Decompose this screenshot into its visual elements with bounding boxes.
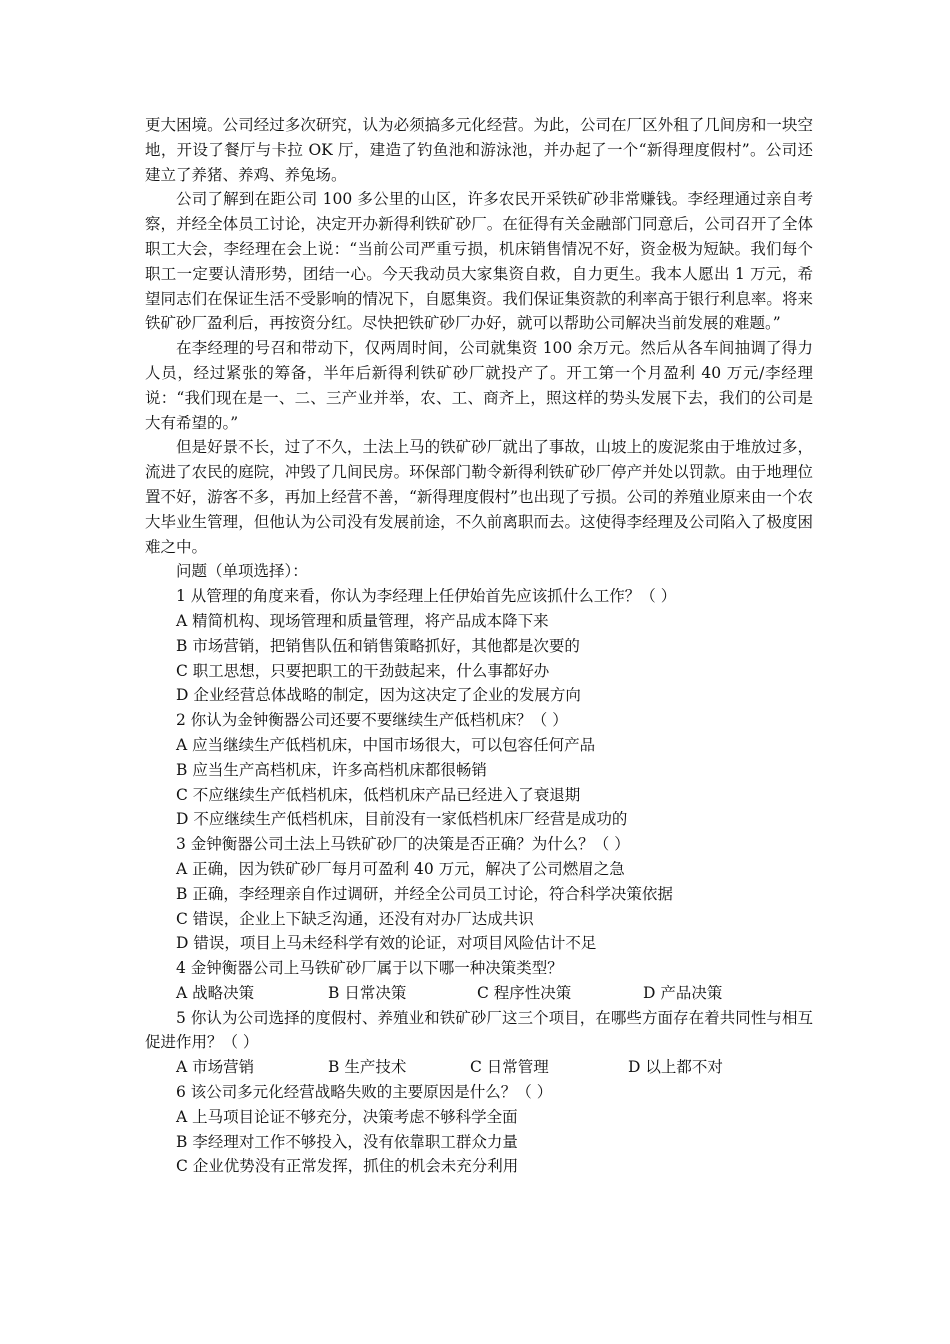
question-3-option-a: A 正确，因为铁矿砂厂每月可盈利 40 万元，解决了公司燃眉之急 bbox=[176, 859, 625, 878]
story-paragraph: 在李经理的号召和带动下，仅两周时间，公司就集资 100 余万元。然后从各车间抽调了得力人员，经过紧张的筹备，半年后新得利铁矿砂厂就投产了。开工第一个月盈利 40 万元/李经理说：“我们现在是一、二、三产业并举，农、工、商齐上，照这样的势头发展下去，我们的公司是大有希望的。” bbox=[145, 339, 813, 432]
question-3-option-b: B 正确，李经理亲自作过调研，并经全公司员工讨论，符合科学决策依据 bbox=[176, 884, 673, 903]
question-4-option-d: D 产品决策 bbox=[643, 983, 723, 1002]
story-paragraph: 但是好景不长，过了不久，土法上马的铁矿砂厂就出了事故，山坡上的废泥浆由于堆放过多，流进了农民的庭院，冲毁了几间民房。环保部门勒令新得利铁矿砂厂停产并处以罚款。由于地理位置不好，游客不多，再加上经营不善，“新得理度假村”也出现了亏损。公司的养殖业原来由一个农大毕业生管理，但他认为公司没有发展前途，不久前离职而去。这使得李经理及公司陷入了极度困难之中。 bbox=[145, 438, 813, 556]
question-1-option-a: A 精简机构、现场管理和质量管理，将产品成本降下来 bbox=[176, 611, 549, 630]
question-3: 3 金钟衡器公司土法上马铁矿砂厂的决策是否正确？为什么？（ ） bbox=[176, 835, 630, 854]
question-6: 6 该公司多元化经营战略失败的主要原因是什么？（ ） bbox=[176, 1083, 553, 1102]
question-4: 4 金钟衡器公司上马铁矿砂厂属于以下哪一种决策类型？ bbox=[176, 959, 563, 978]
question-6-option-a: A 上马项目论证不够充分，决策考虑不够科学全面 bbox=[176, 1107, 518, 1126]
question-5-options bbox=[145, 1055, 813, 1080]
question-2-option-b: B 应当生产高档机床，许多高档机床都很畅销 bbox=[176, 760, 487, 779]
question-1-option-d: D 企业经营总体战略的制定，因为这决定了企业的发展方向 bbox=[176, 686, 581, 705]
question-4-option-b: B 日常决策 bbox=[328, 983, 407, 1002]
question-5-option-c: C 日常管理 bbox=[470, 1058, 549, 1077]
question-4-option-a: A 战略决策 bbox=[176, 983, 255, 1002]
question-5-option-b: B 生产技术 bbox=[328, 1058, 407, 1077]
story-paragraph: 更大困境。公司经过多次研究，认为必须搞多元化经营。为此，公司在厂区外租了几间房和一块空地，开设了餐厅与卡拉 OK 厅，建造了钓鱼池和游泳池，并办起了一个“新得理度假村”。公司还建立了养猪、养鸡、养兔场。 bbox=[145, 116, 813, 184]
question-2-option-a: A 应当继续生产低档机床，中国市场很大，可以包容任何产品 bbox=[176, 735, 596, 754]
question-4-option-c: C 程序性决策 bbox=[477, 983, 572, 1002]
question-5-option-d: D 以上都不对 bbox=[628, 1058, 723, 1077]
question-2: 2 你认为金钟衡器公司还要不要继续生产低档机床？（ ） bbox=[176, 711, 568, 730]
question-2-option-d: D 不应继续生产低档机床，目前没有一家低档机床厂经营是成功的 bbox=[176, 810, 628, 829]
question-6-option-b: B 李经理对工作不够投入，没有依靠职工群众力量 bbox=[176, 1132, 518, 1151]
question-5: 5 你认为公司选择的度假村、养殖业和铁矿砂厂这三个项目，在哪些方面存在着共同性与相互促进作用？（ ） bbox=[145, 1008, 813, 1052]
question-5-option-a: A 市场营销 bbox=[176, 1058, 255, 1077]
question-1: 1 从管理的角度来看，你认为李经理上任伊始首先应该抓什么工作？（ ） bbox=[176, 587, 677, 606]
document-page bbox=[145, 113, 813, 1179]
questions-heading: 问题（单项选择）： bbox=[176, 562, 308, 581]
question-1-option-b: B 市场营销，把销售队伍和销售策略抓好，其他都是次要的 bbox=[176, 636, 580, 655]
story-paragraph: 公司了解到在距公司 100 多公里的山区，许多农民开采铁矿砂非常赚钱。李经理通过亲自考察，并经全体员工讨论，决定开办新得利铁矿砂厂。在征得有关金融部门同意后，公司召开了全体职工大会，李经理在会上说：“当前公司严重亏损，机床销售情况不好，资金极为短缺。我们每个职工一定要认清形势，团结一心。今天我动员大家集资自救，自力更生。我本人愿出 1 万元，希望同志们在保证生活不受影响的情况下，自愿集资。我们保证集资款的利率高于银行利息率。将来铁矿砂厂盈利后，再按资分红。尽快把铁矿砂厂办好，就可以帮助公司解决当前发展的难题。” bbox=[145, 190, 813, 333]
question-6-option-c: C 企业优势没有正常发挥，抓住的机会未充分利用 bbox=[176, 1157, 519, 1176]
question-3-option-d: D 错误，项目上马未经科学有效的论证，对项目风险估计不足 bbox=[176, 934, 597, 953]
question-2-option-c: C 不应继续生产低档机床，低档机床产品已经进入了衰退期 bbox=[176, 785, 581, 804]
question-1-option-c: C 职工思想，只要把职工的干劲鼓起来，什么事都好办 bbox=[176, 661, 550, 680]
question-4-options bbox=[145, 981, 813, 1006]
question-3-option-c: C 错误，企业上下缺乏沟通，还没有对办厂达成共识 bbox=[176, 909, 534, 928]
